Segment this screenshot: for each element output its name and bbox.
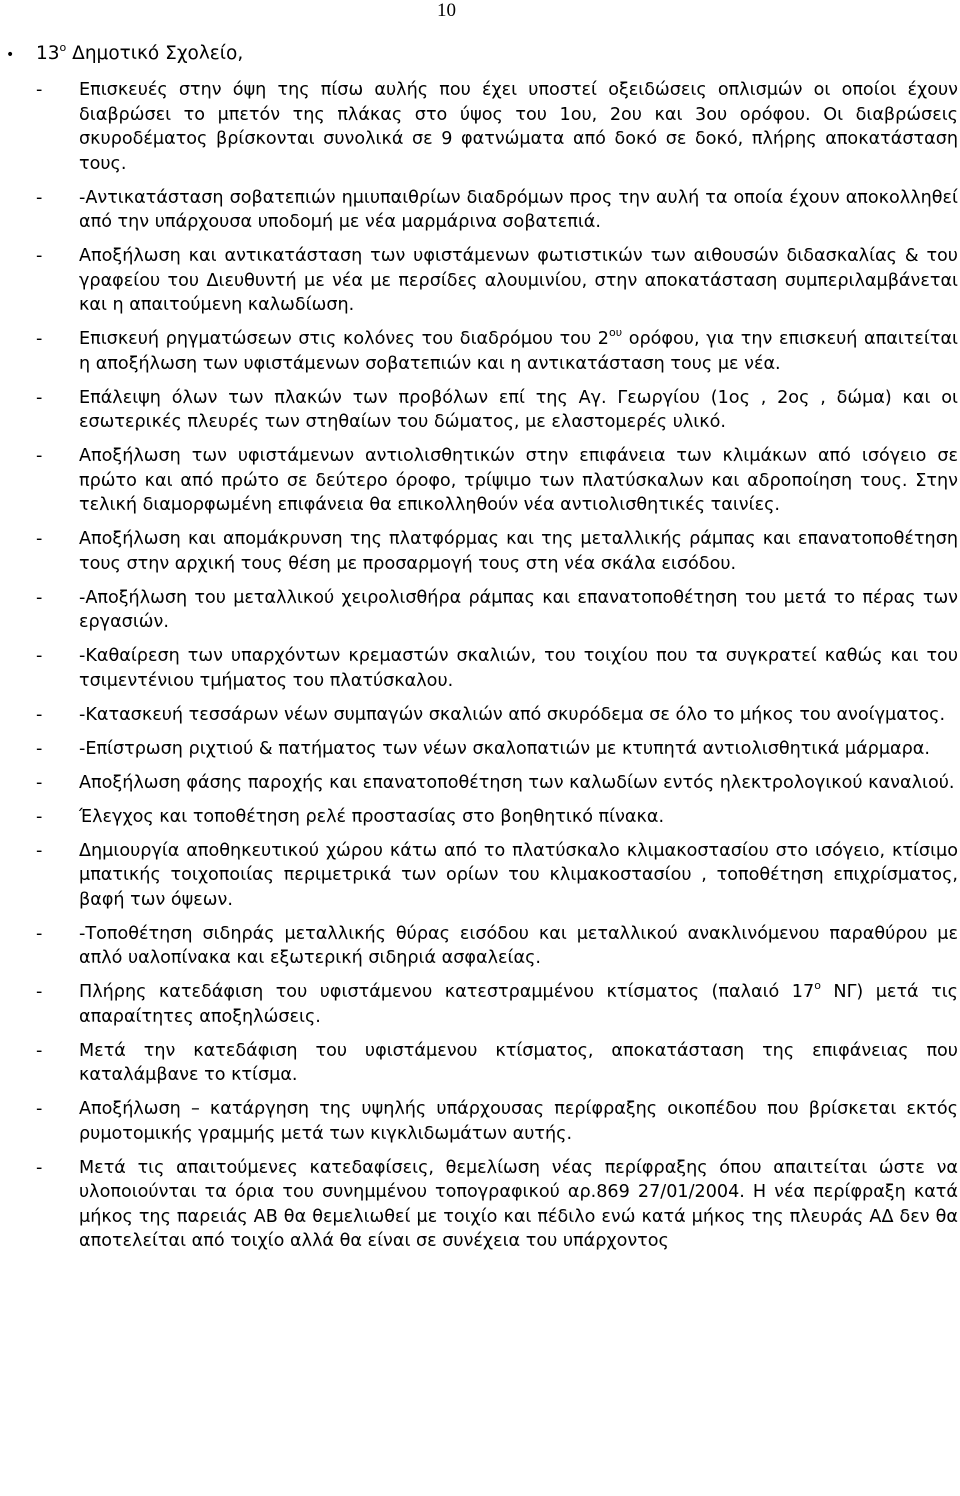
list-item [0, 1097, 960, 1146]
heading-number: 13 [36, 43, 60, 64]
list-item [0, 78, 960, 176]
list-dash: - [36, 1099, 43, 1119]
list-item [0, 980, 960, 1029]
school-heading [0, 42, 243, 67]
list-item-text: Πλήρης κατεδάφιση του υφιστάμενου κατεστραμμένου κτίσματος (παλαιό 17 [79, 982, 815, 1002]
list-item [0, 1039, 960, 1088]
list-item-text: Αποξήλωση και αντικατάσταση των υφιστάμενων φωτιστικών των αιθουσών διδασκαλίας & του γραφείου του Διευθυντή με νέα με περσίδες αλουμινίου, στην αποκατάσταση συμπεριλαμβάνεται και η απαιτούμενη καλωδίωση. [79, 246, 958, 315]
list-item-text: -Αντικατάσταση σοβατεπιών ημιυπαιθρίων διαδρόμων προς την αυλή τα οποία έχουν αποκολληθεί από την υπάρχουσα υποδομή με νέα μαρμάρινα σοβατεπιά. [79, 187, 958, 232]
list-item-text: Επισκευές στην όψη της πίσω αυλής που έχει υποστεί οξειδώσεις οπλισμών οι οποίοι έχουν διαβρώσει το μπετόν της πλάκας στο ύψος του 1ου, 2ου και 3ου ορόφου. Οι διαβρώσεις σκυροδέματος βρίσκονται συνολικά σε 9 φατνώματα από δοκό σε δοκό, πλήρης αποκατάσταση τους. [79, 80, 958, 174]
list-item [0, 186, 960, 235]
list-item-text: Αποξήλωση των υφιστάμενων αντιολισθητικών στην επιφάνεια των κλιμάκων από ισόγειο σε πρώτο και από πρώτο σε δεύτερο όροφο, τρίψιμο των πλατύσκαλων και αδροποίηση τους. Στην τελική διαμορφωμένη επιφάνεια θα επικολληθούν νέα αντιολισθητικές ταινίες. [79, 446, 958, 515]
list-item-text: Επισκευή ρηγματώσεων στις κολόνες του διαδρόμου του 2 [79, 329, 609, 349]
list-item [0, 327, 960, 376]
list-item [0, 244, 960, 318]
list-dash: - [36, 80, 43, 100]
list-item [0, 805, 960, 830]
list-item [0, 737, 960, 762]
list-item-text: ορόφου, για την επισκευή απαιτείται η αποξήλωση των υφιστάμενων σοβατεπιών και η αντικατάσταση τους με νέα. [79, 329, 958, 374]
list-item-text: ΝΓ) μετά τις απαραίτητες αποξηλώσεις. [79, 982, 958, 1027]
list-dash: - [36, 840, 43, 861]
list-item [0, 586, 960, 635]
list-dash: - [36, 772, 43, 793]
list-dash: - [36, 1157, 43, 1178]
list-item [0, 386, 960, 435]
list-dash: - [36, 187, 43, 208]
list-dash: - [36, 704, 43, 725]
list-item [0, 771, 960, 796]
list-item-text: -Κατασκευή τεσσάρων νέων συμπαγών σκαλιών από σκυρόδεμα σε όλο το μήκος του ανοίγματος. [79, 704, 946, 725]
list-dash: - [36, 982, 43, 1002]
list-item-text: Μετά τις απαιτούμενες κατεδαφίσεις, θεμελίωση νέας περίφραξης όπου απαιτείται ώστε να υλοποιούνται τα όρια του συνημμένου τοπογραφικού αρ.869 27/01/2004. Η νέα περίφραξη κατά μήκος της παρειάς ΑΒ θα θεμελιωθεί με τοιχίο και πέδιλο ενώ κατά μήκος της πλευράς ΑΔ δεν θα αποτελείται από τοιχίο αλλά θα είναι σε συνέχεια του υπάρχοντος [79, 1157, 958, 1251]
list-item-text: Μετά την κατεδάφιση του υφιστάμενου κτίσματος, αποκατάσταση της επιφάνειας που καταλάμβανε το κτίσμα. [79, 1040, 958, 1085]
list-dash: - [36, 587, 43, 608]
list-dash: - [36, 806, 43, 827]
list-dash: - [36, 446, 43, 466]
list-item-text: Επάλειψη όλων των πλακών των προβόλων επί της Αγ. Γεωργίου (1ος , 2ος , δώμα) και οι εσωτερικές πλευρές των στηθαίων του δώματος, με ελαστομερές υλικό. [79, 387, 958, 432]
list-item-text: Αποξήλωση – κατάργηση της υψηλής υπάρχουσας περίφραξης οικοπέδου που βρίσκεται εκτός ρυμοτομικής γραμμής μετά των κιγκλιδωμάτων αυτής. [79, 1099, 958, 1144]
list-dash: - [36, 329, 43, 349]
list-item-text: -Καθαίρεση των υπαρχόντων κρεμαστών σκαλιών, του τοιχίου που τα συγκρατεί καθώς και του τσιμεντένιου τμήματος του πλατύσκαλου. [79, 646, 958, 691]
list-item [0, 644, 960, 693]
heading-superscript: ο [59, 41, 67, 54]
list-item-text: Έλεγχος και τοποθέτηση ρελέ προστασίας στο βοηθητικό πίνακα. [79, 806, 665, 827]
list-dash: - [36, 646, 43, 666]
work-items-list [0, 78, 960, 1263]
bullet-icon: • [6, 47, 15, 63]
list-item-text: -Τοποθέτηση σιδηράς μεταλλικής θύρας εισόδου και μεταλλικού ανακλινόμενου παραθύρου με απλό υαλοπίνακα και εξωτερική σιδηριά ασφαλείας. [79, 923, 958, 968]
list-dash: - [36, 246, 43, 266]
list-dash: - [36, 738, 43, 759]
heading-title: Δημοτικό Σχολείο, [66, 43, 244, 64]
list-item-text: -Επίστρωση ριχτιού & πατήματος των νέων σκαλοπατιών με κτυπητά αντιολισθητικά μάρμαρα. [79, 738, 930, 759]
list-dash: - [36, 1040, 43, 1061]
page-number: 10 [437, 0, 456, 21]
list-dash: - [36, 529, 43, 549]
list-item [0, 444, 960, 518]
list-item [0, 922, 960, 971]
list-dash: - [36, 923, 43, 944]
list-item-text: Αποξήλωση φάσης παροχής και επανατοποθέτηση των καλωδίων εντός ηλεκτρολογικού καναλιού. [79, 772, 955, 793]
list-item [0, 703, 960, 728]
list-item-superscript: ο [814, 979, 821, 992]
list-item [0, 527, 960, 576]
list-item-text: Αποξήλωση και απομάκρυνση της πλατφόρμας και της μεταλλικής ράμπας και επανατοποθέτηση τους στην αρχική τους θέση με προσαρμογή τους στη νέα σκάλα εισόδου. [79, 529, 958, 574]
list-dash: - [36, 387, 43, 408]
list-item-text: -Αποξήλωση του μεταλλικού χειρολισθήρα ράμπας και επανατοποθέτηση του μετά το πέρας των εργασιών. [79, 587, 958, 632]
list-item [0, 1156, 960, 1254]
list-item [0, 839, 960, 913]
list-item-superscript: ου [608, 326, 623, 339]
list-item-text: Δημιουργία αποθηκευτικού χώρου κάτω από το πλατύσκαλο κλιμακοστασίου στο ισόγειο, κτίσιμο μπατικής τοιχοποιίας περιμετρικά των ορίων του κλιμακοστασίου , τοποθέτηση επιχρίσματος, βαφή των όψεων. [79, 840, 958, 910]
